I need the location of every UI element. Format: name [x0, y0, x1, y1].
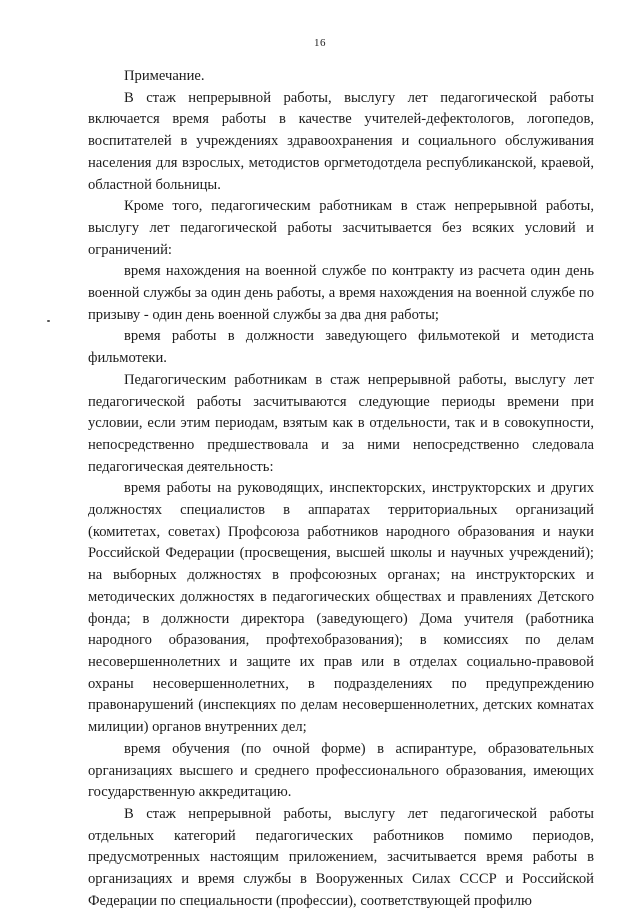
paragraph-2: Кроме того, педагогическим работникам в стаж непрерывной работы, выслугу лет педагогической работы засчитывается без всяких условий и ограничений:: [88, 198, 594, 258]
paragraph-3: время нахождения на военной службе по контракту из расчета один день военной службы за один день работы, а время нахождения на военной службе по призыву - один день военной службы за два дня работы;: [88, 263, 594, 323]
paragraph-8: В стаж непрерывной работы, выслугу лет педагогической работы отдельных категорий педагогических работников помимо периодов, предусмотренных настоящим приложением, засчитывается время работы в организациях и время службы в Вооруженных Силах СССР и Российской Федерации по специальности (профессии), соответствующей профилю: [88, 805, 594, 909]
paragraph-5: Педагогическим работникам в стаж непрерывной работы, выслугу лет педагогической работы засчитываются следующие периоды времени при условии, если этим периодам, взятым как в отдельности, так и в совокупности, непосредственно предшествовала и за ними непосредственно следовала педагогическая деятельность:: [88, 371, 594, 475]
paragraph-4: время работы в должности заведующего фильмотекой и методиста фильмотеки.: [88, 328, 594, 367]
document-body: [88, 66, 594, 912]
paragraph-6: время работы на руководящих, инспекторских, инструкторских и других должностях специалистов в аппаратах территориальных организаций (комитетах, советах) Профсоюза работников народного образования и науки Российской Федерации (просвещения, высшей школы и научных учреждений); на выборных должностях в профсоюзных органах; на инструкторских и методических должностях в педагогических обществах и правлениях Детского фонда; в должности директора (заведующего) Дома учителя (работника народного образования, профтехобразования); в комиссиях по делам несовершеннолетних и защите их прав или в отделах социально-правовой охраны несовершеннолетних, в подразделениях по предупреждению правонарушений (инспекциях по делам несовершеннолетних, детских комнатах милиции) органов внутренних дел;: [88, 480, 594, 736]
page-number: 16: [314, 37, 326, 49]
note-title: Примечание.: [124, 68, 205, 84]
margin-mark: [47, 320, 50, 322]
paragraph-7: время обучения (по очной форме) в аспирантуре, образовательных организациях высшего и среднего профессионального образования, имеющих государственную аккредитацию.: [88, 740, 594, 801]
paragraph-1: В стаж непрерывной работы, выслугу лет педагогической работы включается время работы в качестве учителей-дефектологов, логопедов, воспитателей в учреждениях здравоохранения и социального обслуживания населения для взрослых, методистов оргметодотдела республиканской, краевой, областной больницы.: [88, 89, 594, 193]
